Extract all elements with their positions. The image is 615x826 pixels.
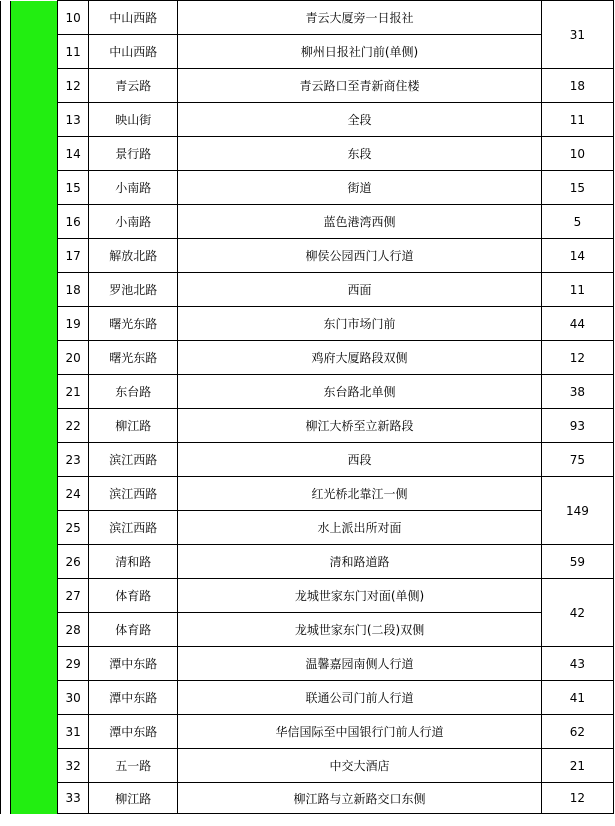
table-row: [1, 409, 614, 443]
green-band-cell: [11, 443, 58, 477]
count-cell: 11: [541, 273, 613, 307]
location-cell: 联通公司门前人行道: [178, 681, 542, 715]
table-row: [1, 273, 614, 307]
table-body: [1, 1, 614, 814]
left-margin-cell: [1, 137, 11, 171]
road-name-cell: 潭中东路: [89, 681, 178, 715]
count-cell: 12: [541, 783, 613, 814]
row-number-cell: 27: [58, 579, 89, 613]
count-cell: 38: [541, 375, 613, 409]
location-cell: 清和路道路: [178, 545, 542, 579]
green-band-cell: [11, 1, 58, 35]
count-cell: 10: [541, 137, 613, 171]
table-row: [1, 477, 614, 511]
road-name-cell: 解放北路: [89, 239, 178, 273]
road-name-cell: 小南路: [89, 205, 178, 239]
row-number-cell: 29: [58, 647, 89, 681]
location-cell: 温馨嘉园南侧人行道: [178, 647, 542, 681]
green-band-cell: [11, 749, 58, 783]
green-band-cell: [11, 715, 58, 749]
green-band-cell: [11, 375, 58, 409]
location-cell: 红光桥北靠江一侧: [178, 477, 542, 511]
location-cell: 青云路口至青新商住楼: [178, 69, 542, 103]
green-band-cell: [11, 545, 58, 579]
left-margin-cell: [1, 239, 11, 273]
left-margin-cell: [1, 35, 11, 69]
left-margin-cell: [1, 579, 11, 613]
green-band-cell: [11, 613, 58, 647]
road-name-cell: 青云路: [89, 69, 178, 103]
table-row: [1, 205, 614, 239]
count-cell: 62: [541, 715, 613, 749]
table-row: [1, 613, 614, 647]
table-row: [1, 783, 614, 814]
count-cell: 31: [541, 1, 613, 69]
row-number-cell: 25: [58, 511, 89, 545]
location-cell: 全段: [178, 103, 542, 137]
green-band-cell: [11, 239, 58, 273]
row-number-cell: 21: [58, 375, 89, 409]
road-name-cell: 景行路: [89, 137, 178, 171]
count-cell: 75: [541, 443, 613, 477]
table-row: [1, 579, 614, 613]
road-name-cell: 清和路: [89, 545, 178, 579]
left-margin-cell: [1, 171, 11, 205]
count-cell: 149: [541, 477, 613, 545]
row-number-cell: 17: [58, 239, 89, 273]
left-margin-cell: [1, 647, 11, 681]
table-row: [1, 1, 614, 35]
road-name-cell: 滨江西路: [89, 511, 178, 545]
row-number-cell: 18: [58, 273, 89, 307]
left-margin-cell: [1, 1, 11, 35]
row-number-cell: 19: [58, 307, 89, 341]
count-cell: 41: [541, 681, 613, 715]
count-cell: 21: [541, 749, 613, 783]
location-cell: 西段: [178, 443, 542, 477]
table-row: [1, 137, 614, 171]
table-row: [1, 171, 614, 205]
count-cell: 42: [541, 579, 613, 647]
location-cell: 青云大厦旁一日报社: [178, 1, 542, 35]
count-cell: 93: [541, 409, 613, 443]
left-margin-cell: [1, 273, 11, 307]
road-name-cell: 柳江路: [89, 783, 178, 814]
left-margin-cell: [1, 715, 11, 749]
table-row: [1, 681, 614, 715]
location-cell: 东门市场门前: [178, 307, 542, 341]
location-cell: 东台路北单侧: [178, 375, 542, 409]
green-band-cell: [11, 511, 58, 545]
row-number-cell: 10: [58, 1, 89, 35]
left-margin-cell: [1, 545, 11, 579]
left-margin-cell: [1, 307, 11, 341]
green-band-cell: [11, 783, 58, 814]
row-number-cell: 32: [58, 749, 89, 783]
green-band-cell: [11, 69, 58, 103]
count-cell: 15: [541, 171, 613, 205]
row-number-cell: 20: [58, 341, 89, 375]
location-cell: 柳州日报社门前(单侧): [178, 35, 542, 69]
row-number-cell: 28: [58, 613, 89, 647]
left-margin-cell: [1, 69, 11, 103]
table-row: [1, 341, 614, 375]
row-number-cell: 22: [58, 409, 89, 443]
green-band-cell: [11, 409, 58, 443]
row-number-cell: 31: [58, 715, 89, 749]
row-number-cell: 16: [58, 205, 89, 239]
count-cell: 44: [541, 307, 613, 341]
location-cell: 东段: [178, 137, 542, 171]
road-name-cell: 体育路: [89, 579, 178, 613]
green-band-cell: [11, 103, 58, 137]
left-margin-cell: [1, 511, 11, 545]
road-name-cell: 小南路: [89, 171, 178, 205]
table-row: [1, 511, 614, 545]
location-cell: 龙城世家东门(二段)双侧: [178, 613, 542, 647]
location-cell: 街道: [178, 171, 542, 205]
table-row: [1, 69, 614, 103]
table-row: [1, 35, 614, 69]
row-number-cell: 30: [58, 681, 89, 715]
road-name-cell: 五一路: [89, 749, 178, 783]
green-band-cell: [11, 477, 58, 511]
row-number-cell: 24: [58, 477, 89, 511]
road-name-cell: 潭中东路: [89, 647, 178, 681]
count-cell: 12: [541, 341, 613, 375]
location-cell: 中交大酒店: [178, 749, 542, 783]
green-band-cell: [11, 681, 58, 715]
green-band-cell: [11, 579, 58, 613]
left-margin-cell: [1, 443, 11, 477]
table-row: [1, 443, 614, 477]
count-cell: 59: [541, 545, 613, 579]
road-name-cell: 罗池北路: [89, 273, 178, 307]
road-name-cell: 体育路: [89, 613, 178, 647]
count-cell: 5: [541, 205, 613, 239]
road-name-cell: 中山西路: [89, 35, 178, 69]
green-band-cell: [11, 205, 58, 239]
left-margin-cell: [1, 783, 11, 814]
table-row: [1, 749, 614, 783]
green-band-cell: [11, 647, 58, 681]
road-name-cell: 曙光东路: [89, 307, 178, 341]
table-row: [1, 307, 614, 341]
row-number-cell: 26: [58, 545, 89, 579]
left-margin-cell: [1, 477, 11, 511]
count-cell: 11: [541, 103, 613, 137]
location-cell: 鸡府大厦路段双侧: [178, 341, 542, 375]
green-band-cell: [11, 341, 58, 375]
green-band-cell: [11, 273, 58, 307]
left-margin-cell: [1, 205, 11, 239]
road-name-cell: 东台路: [89, 375, 178, 409]
location-cell: 蓝色港湾西侧: [178, 205, 542, 239]
row-number-cell: 33: [58, 783, 89, 814]
road-name-cell: 潭中东路: [89, 715, 178, 749]
road-name-cell: 曙光东路: [89, 341, 178, 375]
road-name-cell: 中山西路: [89, 1, 178, 35]
left-margin-cell: [1, 375, 11, 409]
table-row: [1, 103, 614, 137]
table-row: [1, 647, 614, 681]
location-cell: 龙城世家东门对面(单侧): [178, 579, 542, 613]
count-cell: 43: [541, 647, 613, 681]
location-cell: 柳侯公园西门人行道: [178, 239, 542, 273]
row-number-cell: 11: [58, 35, 89, 69]
left-margin-cell: [1, 681, 11, 715]
row-number-cell: 15: [58, 171, 89, 205]
green-band-cell: [11, 171, 58, 205]
left-margin-cell: [1, 749, 11, 783]
road-name-cell: 滨江西路: [89, 477, 178, 511]
green-band-cell: [11, 137, 58, 171]
row-number-cell: 23: [58, 443, 89, 477]
road-name-cell: 柳江路: [89, 409, 178, 443]
count-cell: 18: [541, 69, 613, 103]
row-number-cell: 14: [58, 137, 89, 171]
road-name-cell: 滨江西路: [89, 443, 178, 477]
left-margin-cell: [1, 409, 11, 443]
count-cell: 14: [541, 239, 613, 273]
green-band-cell: [11, 307, 58, 341]
left-margin-cell: [1, 613, 11, 647]
left-margin-cell: [1, 103, 11, 137]
location-cell: 柳江路与立新路交口东侧: [178, 783, 542, 814]
row-number-cell: 13: [58, 103, 89, 137]
location-cell: 西面: [178, 273, 542, 307]
location-cell: 柳江大桥至立新路段: [178, 409, 542, 443]
table-row: [1, 375, 614, 409]
location-cell: 水上派出所对面: [178, 511, 542, 545]
table-row: [1, 715, 614, 749]
road-name-cell: 映山街: [89, 103, 178, 137]
row-number-cell: 12: [58, 69, 89, 103]
table-row: [1, 545, 614, 579]
table-row: [1, 239, 614, 273]
left-margin-cell: [1, 341, 11, 375]
location-cell: 华信国际至中国银行门前人行道: [178, 715, 542, 749]
green-band-cell: [11, 35, 58, 69]
